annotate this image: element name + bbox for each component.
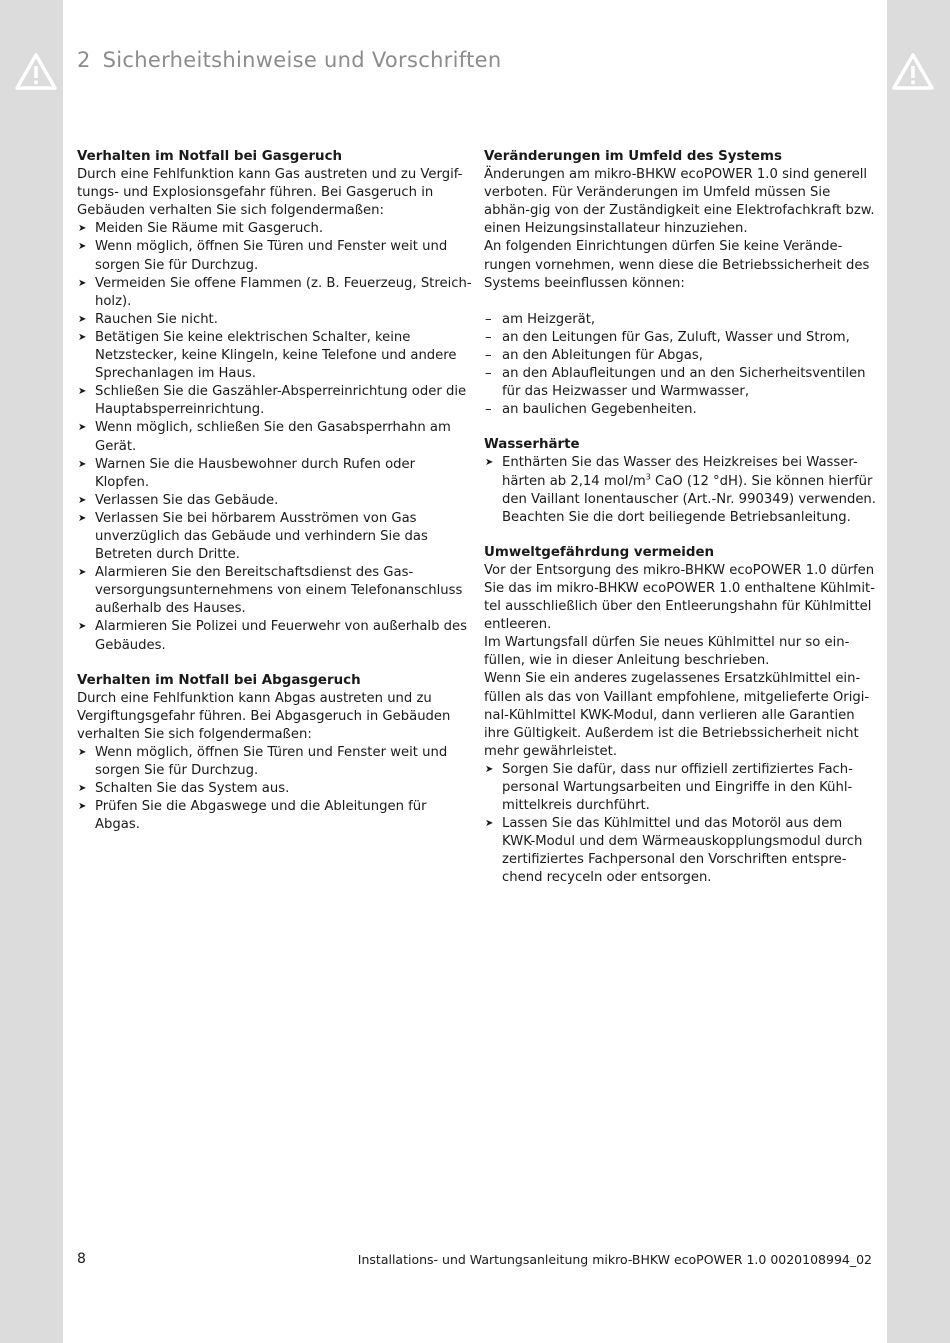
exhaust-instruction-list <box>77 744 472 834</box>
list-item-text: Alarmieren Sie Polizei und Feuerwehr von außerhalb des Gebäudes. <box>95 619 467 653</box>
exhaust-emergency-section <box>77 672 472 835</box>
section-paragraph: Im Wartungsfall dürfen Sie neues Kühlmittel nur so ein-füllen, wie in dieser Anleitung beschrieben. <box>484 635 850 669</box>
arrow-bullet-icon: ➤ <box>78 621 87 633</box>
right-margin-band <box>887 0 950 1343</box>
dash-bullet-icon: – <box>485 329 492 345</box>
list-item <box>77 456 472 492</box>
list-item <box>77 618 472 654</box>
list-item-text: Verlassen Sie das Gebäude. <box>95 492 279 508</box>
list-item-text: Lassen Sie das Kühlmittel und das Motoröl aus dem KWK-Modul und dem Wärmeauskopplungsmodul durch zertifiziertes Fachpersonal den Vorschriften entspre-chend recyceln oder entsorgen. <box>502 816 863 886</box>
arrow-bullet-icon: ➤ <box>78 783 87 795</box>
list-item <box>484 311 879 329</box>
list-item-text: an den Ablaufleitungen und an den Sicherheitsventilen für das Heizwasser und Warmwasser, <box>502 366 866 400</box>
list-item-text: an baulichen Gegebenheiten. <box>502 402 697 418</box>
section-intro: Durch eine Fehlfunktion kann Abgas austreten und zu Vergiftungsgefahr führen. Bei Abgasgeruch in Gebäuden verhalten Sie sich folgendermaßen: <box>77 690 451 742</box>
gas-instruction-list <box>77 220 472 654</box>
list-item-text: Alarmieren Sie den Bereitschaftsdienst des Gas-versorgungsunternehmens von einem Telefonanschluss außerhalb des Hauses. <box>95 565 463 617</box>
superscript: 3 <box>645 472 651 482</box>
warning-triangle-icon <box>891 52 935 92</box>
chapter-title: Sicherheitshinweise und Vorschriften <box>102 48 502 72</box>
list-item <box>77 798 472 834</box>
left-column <box>77 148 472 851</box>
arrow-bullet-icon: ➤ <box>78 386 87 398</box>
arrow-bullet-icon: ➤ <box>485 818 494 830</box>
section-heading: Umweltgefährdung vermeiden <box>484 544 715 560</box>
list-item-text: Wenn möglich, öffnen Sie Türen und Fenster weit und sorgen Sie für Durchzug. <box>95 745 448 779</box>
water-hardness-list <box>484 454 879 526</box>
arrow-bullet-icon: ➤ <box>78 223 87 235</box>
list-item-text: Vermeiden Sie offene Flammen (z. B. Feuerzeug, Streich-holz). <box>95 275 472 309</box>
warning-triangle-icon <box>14 52 58 92</box>
spacer <box>484 293 879 311</box>
environment-section <box>484 544 879 888</box>
list-item-text: Sorgen Sie dafür, dass nur offiziell zertifiziertes Fach-personal Wartungsarbeiten und Eingriffe in den Kühl-mittelkreis durchführt. <box>502 761 853 814</box>
list-item-text: Prüfen Sie die Abgaswege und die Ableitungen für Abgas. <box>95 799 427 833</box>
arrow-bullet-icon: ➤ <box>78 458 87 470</box>
list-item <box>77 564 472 618</box>
arrow-bullet-icon: ➤ <box>78 422 87 434</box>
list-item <box>77 780 472 798</box>
arrow-bullet-icon: ➤ <box>78 747 87 758</box>
list-item <box>77 238 472 274</box>
arrow-bullet-icon: ➤ <box>78 494 87 506</box>
chapter-number: 2 <box>77 48 91 72</box>
list-item-text: an den Leitungen für Gas, Zuluft, Wasser und Strom, <box>502 329 850 345</box>
section-heading: Verhalten im Notfall bei Gasgeruch <box>77 149 343 164</box>
list-item <box>77 383 472 419</box>
water-hardness-section <box>484 436 879 526</box>
environment-instruction-list <box>484 761 879 888</box>
dash-bullet-icon: – <box>485 347 492 363</box>
list-item <box>77 492 472 510</box>
arrow-bullet-icon: ➤ <box>78 331 87 343</box>
list-item <box>77 419 472 455</box>
list-item-text: am Heizgerät, <box>502 311 596 327</box>
list-item-text: Verlassen Sie bei hörbarem Ausströmen von Gas unverzüglich das Gebäude und verhindern Sie das Betreten durch Dritte. <box>95 510 428 563</box>
list-item-text: an den Ableitungen für Abgas, <box>502 347 703 363</box>
list-item <box>77 510 472 564</box>
left-margin-band <box>0 0 63 1343</box>
list-item-text: Wenn möglich, schließen Sie den Gasabsperrhahn am Gerät. <box>95 420 451 454</box>
list-item <box>484 347 879 365</box>
section-heading: Veränderungen im Umfeld des Systems <box>484 149 782 164</box>
list-item <box>484 815 879 887</box>
list-item <box>77 311 472 329</box>
gas-emergency-section <box>77 148 472 655</box>
list-item <box>484 329 879 347</box>
arrow-bullet-icon: ➤ <box>78 277 87 289</box>
section-paragraph: Wenn Sie ein anderes zugelassenes Ersatzkühlmittel ein-füllen als das von Vaillant empfohlene, mitgelieferte Origi-nal-Kühlmittel KWK-Modul, dann verlieren alle Garantien ihre Gültigkeit. Außerdem ist die Betriebssicherheit nicht mehr gewährleistet. <box>484 671 870 759</box>
list-item-text: Meiden Sie Räume mit Gasgeruch. <box>95 221 324 237</box>
list-item <box>484 401 879 419</box>
document-reference: Installations- und Wartungsanleitung mikro-BHKW ecoPOWER 1.0 0020108994_02 <box>357 1252 872 1267</box>
page-number: 8 <box>77 1251 86 1267</box>
chapter-heading <box>77 48 501 72</box>
section-heading: Verhalten im Notfall bei Abgasgeruch <box>77 672 361 688</box>
arrow-bullet-icon: ➤ <box>78 567 87 579</box>
system-changes-section <box>484 148 879 419</box>
list-item-text: Wenn möglich, öffnen Sie Türen und Fenster weit und sorgen Sie für Durchzug. <box>95 239 448 273</box>
section-paragraph: An folgenden Einrichtungen dürfen Sie keine Verände-rungen vornehmen, wenn diese die Betriebssicherheit des Systems beeinflussen können: <box>484 239 870 291</box>
arrow-bullet-icon: ➤ <box>78 313 87 325</box>
arrow-bullet-icon: ➤ <box>78 801 87 813</box>
list-item-text: Betätigen Sie keine elektrischen Schalter, keine Netzstecker, keine Klingeln, keine Telefone und andere Sprechanlagen im Haus. <box>95 329 457 382</box>
dash-bullet-icon: – <box>485 402 492 418</box>
arrow-bullet-icon: ➤ <box>485 763 494 775</box>
list-item-text: Rauchen Sie nicht. <box>95 311 218 327</box>
restricted-devices-list <box>484 311 879 420</box>
list-item <box>77 329 472 383</box>
list-item <box>77 275 472 311</box>
arrow-bullet-icon: ➤ <box>485 457 494 469</box>
list-item-text: Schalten Sie das System aus. <box>95 781 290 797</box>
list-item <box>484 454 879 526</box>
list-item-text: Warnen Sie die Hausbewohner durch Rufen oder Klopfen. <box>95 456 416 490</box>
list-item <box>484 365 879 401</box>
list-item-text: Schließen Sie die Gaszähler-Absperreinrichtung oder die Hauptabsperreinrichtung. <box>95 384 467 418</box>
list-item-text-end: CaO (12 °dH). Sie können hierfür den Vaillant Ionentauscher (Art.-Nr. 990349) verwenden. Beachten Sie die dort beiliegende Betriebsanleitung. <box>502 473 876 525</box>
list-item-text-start: Enthärten Sie das Wasser des Heizkreises bei Wasser-härten ab 2,14 mol/m <box>502 455 858 489</box>
arrow-bullet-icon: ➤ <box>78 241 87 253</box>
list-item <box>77 220 472 238</box>
list-item <box>484 761 879 815</box>
section-paragraph: Vor der Entsorgung des mikro-BHKW ecoPOWER 1.0 dürfen Sie das im mikro-BHKW ecoPOWER 1.0 enthaltene Kühlmit-tel ausschließlich über den Entleerungshahn für Kühlmittel entleeren. <box>484 562 875 633</box>
dash-bullet-icon: – <box>485 311 492 327</box>
section-intro: Durch eine Fehlfunktion kann Gas austreten und zu Vergif-tungs- und Explosionsgefahr führen. Bei Gasgeruch in Gebäuden verhalten Sie sich folgendermaßen: <box>77 167 463 219</box>
dash-bullet-icon: – <box>485 366 492 382</box>
section-heading: Wasserhärte <box>484 437 580 453</box>
list-item <box>77 744 472 780</box>
right-column <box>484 148 879 905</box>
arrow-bullet-icon: ➤ <box>78 512 87 524</box>
section-paragraph: Änderungen am mikro-BHKW ecoPOWER 1.0 sind generell verboten. Für Veränderungen im Umfeld müssen Sie abhän-gig von der Zuständigkeit eine Elektrofachkraft bzw. einen Heizungsinstallateur hinzuziehen. <box>484 167 875 237</box>
